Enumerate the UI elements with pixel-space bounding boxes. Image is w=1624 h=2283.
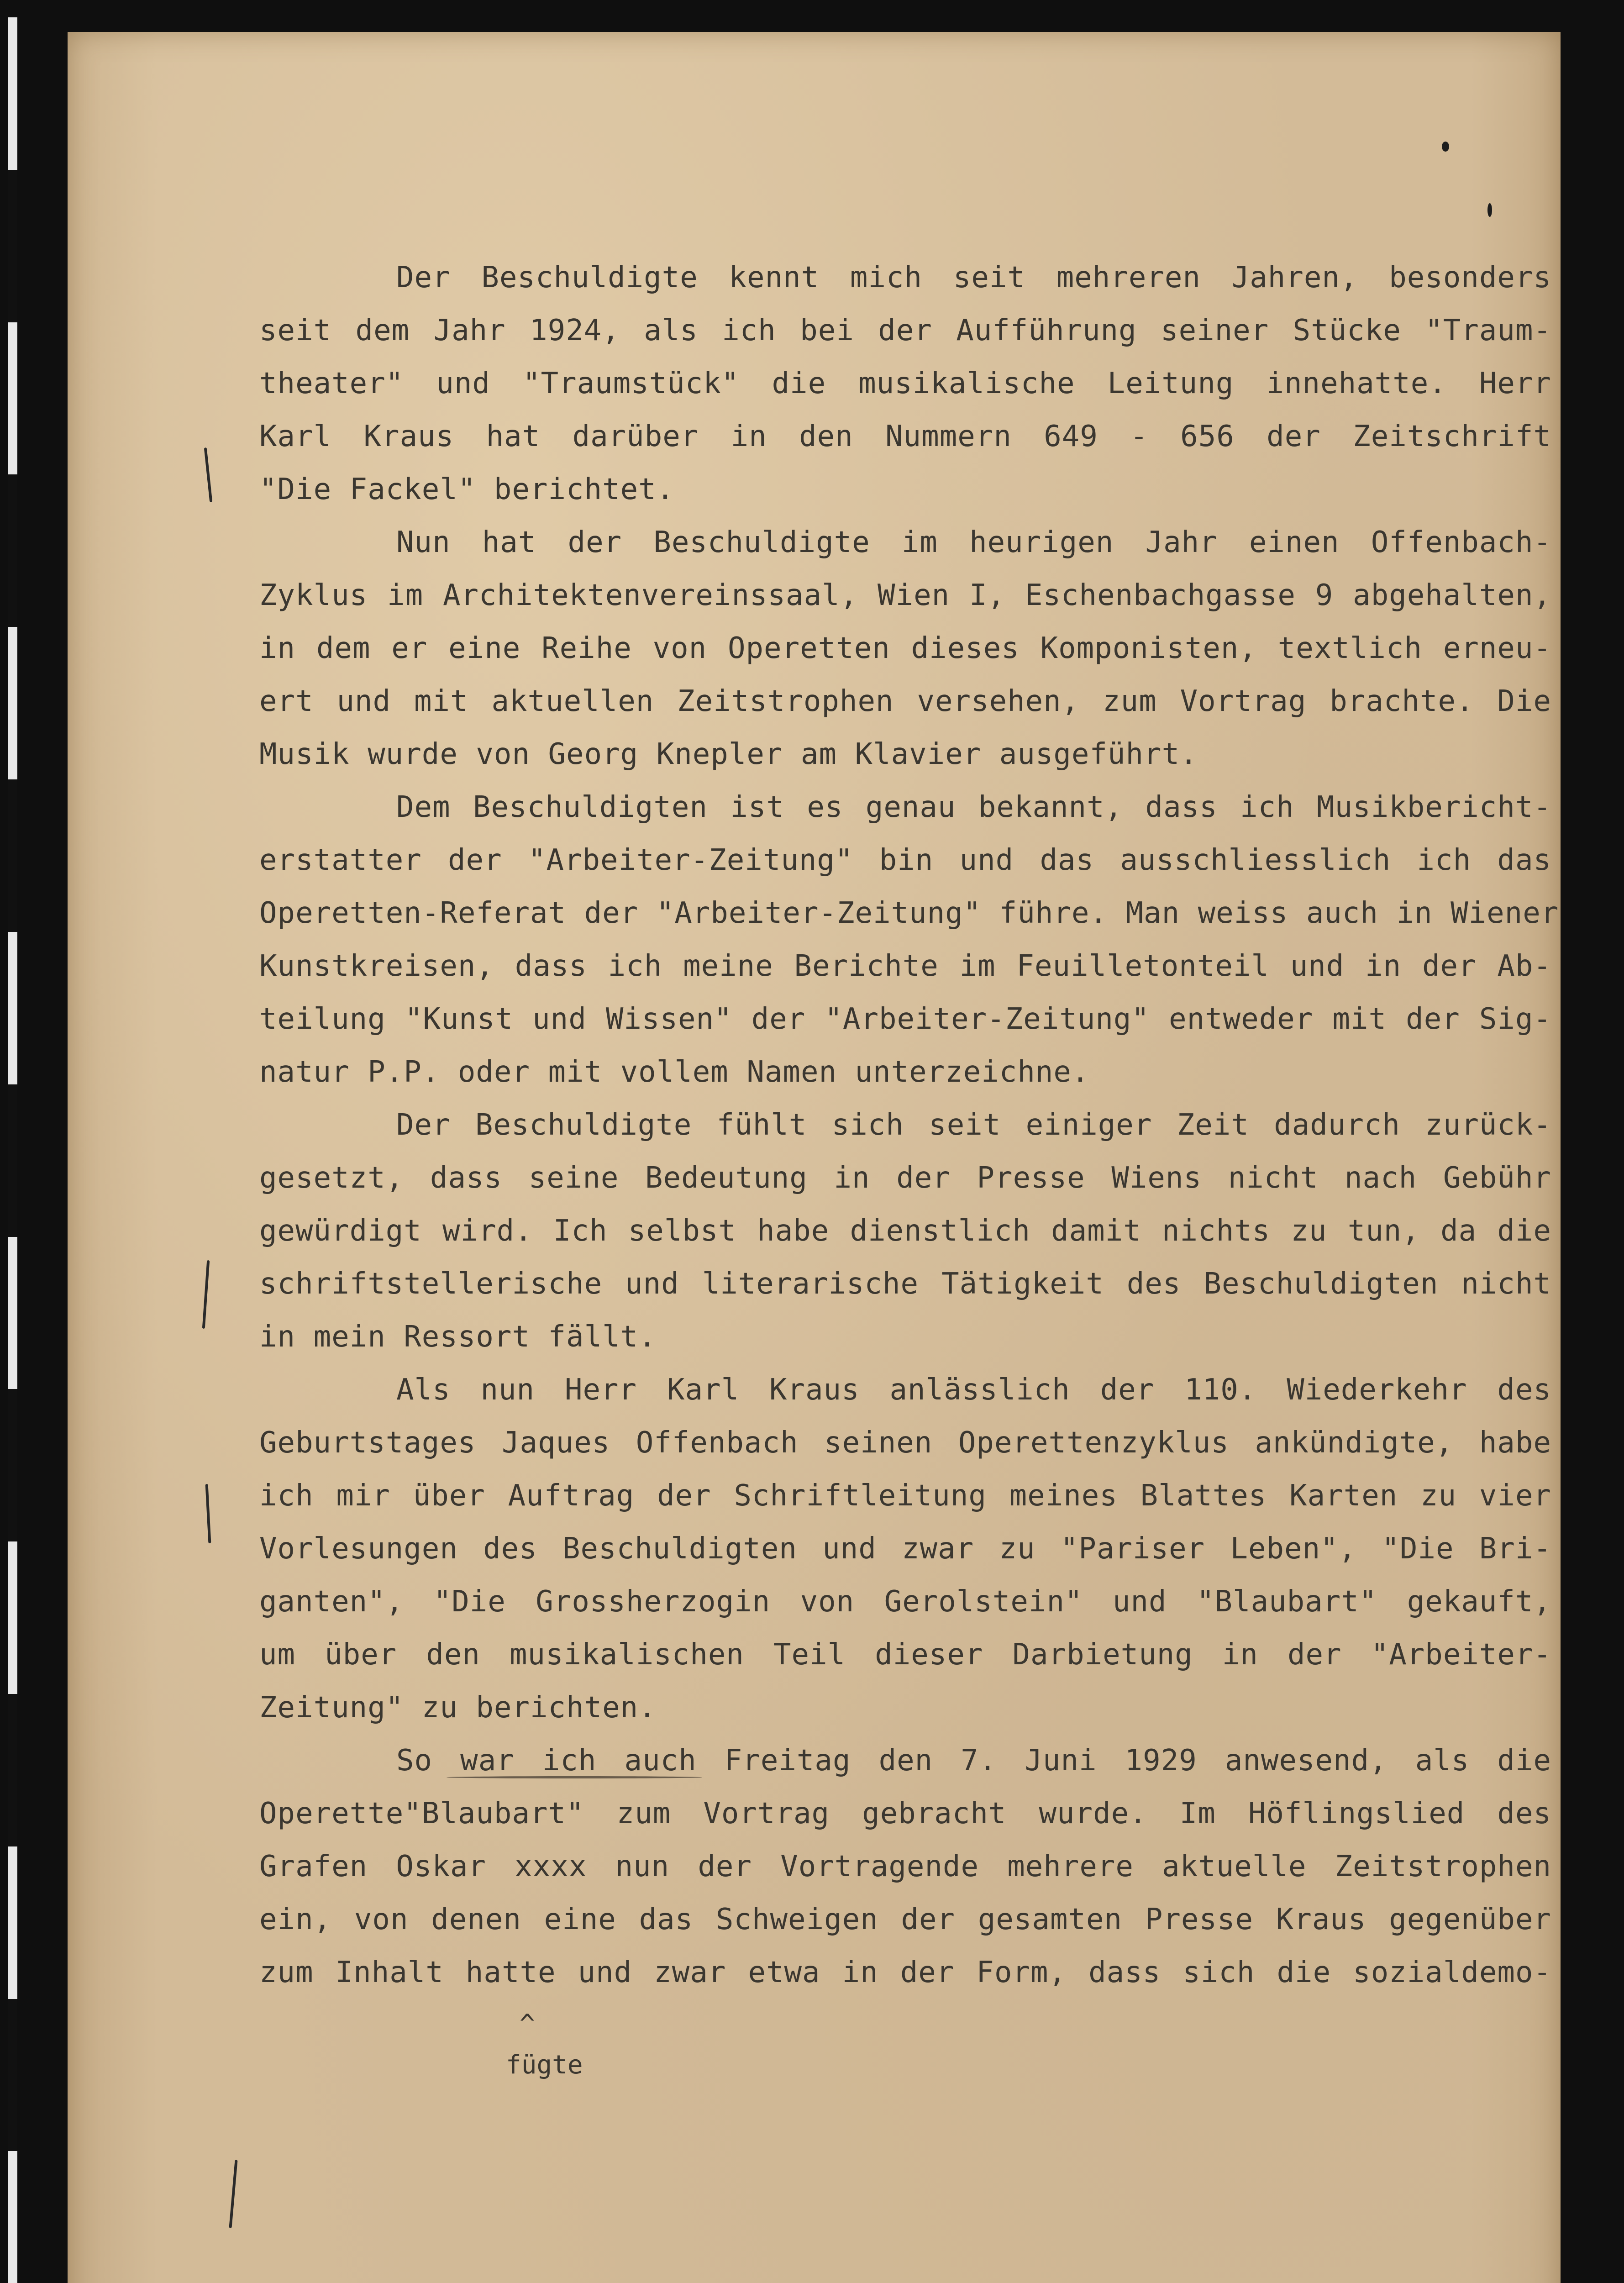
paragraph-4 bbox=[259, 1099, 1551, 1363]
text-line: natur P.P. oder mit vollem Namen unterzeichne. bbox=[259, 1055, 1090, 1089]
text-line: ganten", "Die Grossherzogin von Gerolstein" und "Blaubart" gekauft, bbox=[259, 1585, 1551, 1619]
text-line: gewürdigt wird. Ich selbst habe dienstlich damit nichts zu tun, da die bbox=[259, 1214, 1551, 1248]
text-line: theater" und "Traumstück" die musikalische Leitung innehatte. Herr bbox=[259, 367, 1551, 400]
text-line: Operetten-Referat der "Arbeiter-Zeitung" führe. Man weiss auch in Wiener bbox=[259, 896, 1559, 930]
inserted-word: fügte bbox=[506, 2050, 583, 2080]
margin-pencil-mark bbox=[204, 447, 213, 502]
pencil-underline bbox=[447, 1776, 702, 1778]
text-line: um über den musikalischen Teil dieser Darbietung in der "Arbeiter- bbox=[259, 1638, 1551, 1672]
text-line: Karl Kraus hat darüber in den Nummern 649 - 656 der Zeitschrift bbox=[259, 420, 1551, 453]
text-line: erstatter der "Arbeiter-Zeitung" bin und das ausschliesslich ich das bbox=[259, 843, 1551, 877]
paragraph-6 bbox=[259, 1734, 1551, 1999]
text-line: Zeitung" zu berichten. bbox=[259, 1691, 657, 1725]
text-line: zum Inhalt hatte und zwar etwa in der Form, dass sich die sozialdemo- bbox=[259, 1956, 1551, 1989]
text-line: Zyklus im Architektenvereinssaal, Wien I, Eschenbachgasse 9 abgehalten, bbox=[259, 579, 1551, 612]
text-line: Kunstkreisen, dass ich meine Berichte im Feuilletonteil und in der Ab- bbox=[259, 949, 1551, 983]
document-body bbox=[259, 251, 1559, 1999]
text-line: So war ich auch Freitag den 7. Juni 1929 anwesend, als die bbox=[396, 1744, 1551, 1778]
insertion-caret: ^ bbox=[520, 2009, 535, 2039]
text-line: Der Beschuldigte kennt mich seit mehreren Jahren, besonders bbox=[396, 261, 1551, 295]
text-line: Musik wurde von Georg Knepler am Klavier ausgeführt. bbox=[259, 737, 1198, 771]
text-line: Vorlesungen des Beschuldigten und zwar zu "Pariser Leben", "Die Bri- bbox=[259, 1532, 1551, 1566]
text-line: Grafen Oskar xxxx nun der Vortragende mehrere aktuelle Zeitstrophen bbox=[259, 1850, 1551, 1883]
margin-pencil-mark bbox=[229, 2160, 237, 2228]
text-line: gesetzt, dass seine Bedeutung in der Presse Wiens nicht nach Gebühr bbox=[259, 1161, 1551, 1195]
margin-pencil-mark bbox=[205, 1484, 211, 1543]
text-line: Der Beschuldigte fühlt sich seit einiger Zeit dadurch zurück- bbox=[396, 1108, 1551, 1142]
typewritten-page bbox=[68, 32, 1561, 2283]
text-line: in dem er eine Reihe von Operetten dieses Komponisten, textlich erneu- bbox=[259, 631, 1551, 665]
text-line: Operette"Blaubart" zum Vortrag gebracht wurde. Im Höflingslied des bbox=[259, 1797, 1551, 1831]
paragraph-2 bbox=[259, 516, 1551, 781]
text-line: Dem Beschuldigten ist es genau bekannt, dass ich Musikbericht- bbox=[396, 790, 1551, 824]
text-line: ert und mit aktuellen Zeitstrophen versehen, zum Vortrag brachte. Die bbox=[259, 684, 1551, 718]
text-line: ein, von denen eine das Schweigen der gesamten Presse Kraus gegenüber bbox=[259, 1903, 1551, 1936]
ink-mark bbox=[1487, 203, 1492, 217]
text-line: "Die Fackel" berichtet. bbox=[259, 473, 675, 506]
text-line: ich mir über Auftrag der Schriftleitung meines Blattes Karten zu vier bbox=[259, 1479, 1551, 1513]
scan-scale-vertical bbox=[8, 17, 17, 2283]
text-line: Geburtstages Jaques Offenbach seinen Operettenzyklus ankündigte, habe bbox=[259, 1426, 1551, 1460]
margin-pencil-mark bbox=[202, 1260, 210, 1329]
paragraph-1 bbox=[259, 251, 1551, 516]
text-line: schriftstellerische und literarische Tätigkeit des Beschuldigten nicht bbox=[259, 1267, 1551, 1301]
text-line: seit dem Jahr 1924, als ich bei der Aufführung seiner Stücke "Traum- bbox=[259, 314, 1551, 347]
ink-mark bbox=[1442, 142, 1449, 152]
text-line: in mein Ressort fällt. bbox=[259, 1320, 657, 1354]
text-line: teilung "Kunst und Wissen" der "Arbeiter-Zeitung" entweder mit der Sig- bbox=[259, 1002, 1551, 1036]
text-line: Nun hat der Beschuldigte im heurigen Jahr einen Offenbach- bbox=[396, 526, 1551, 559]
paragraph-5 bbox=[259, 1363, 1551, 1734]
paragraph-3 bbox=[259, 781, 1559, 1099]
text-line: Als nun Herr Karl Kraus anlässlich der 110. Wiederkehr des bbox=[396, 1373, 1551, 1407]
